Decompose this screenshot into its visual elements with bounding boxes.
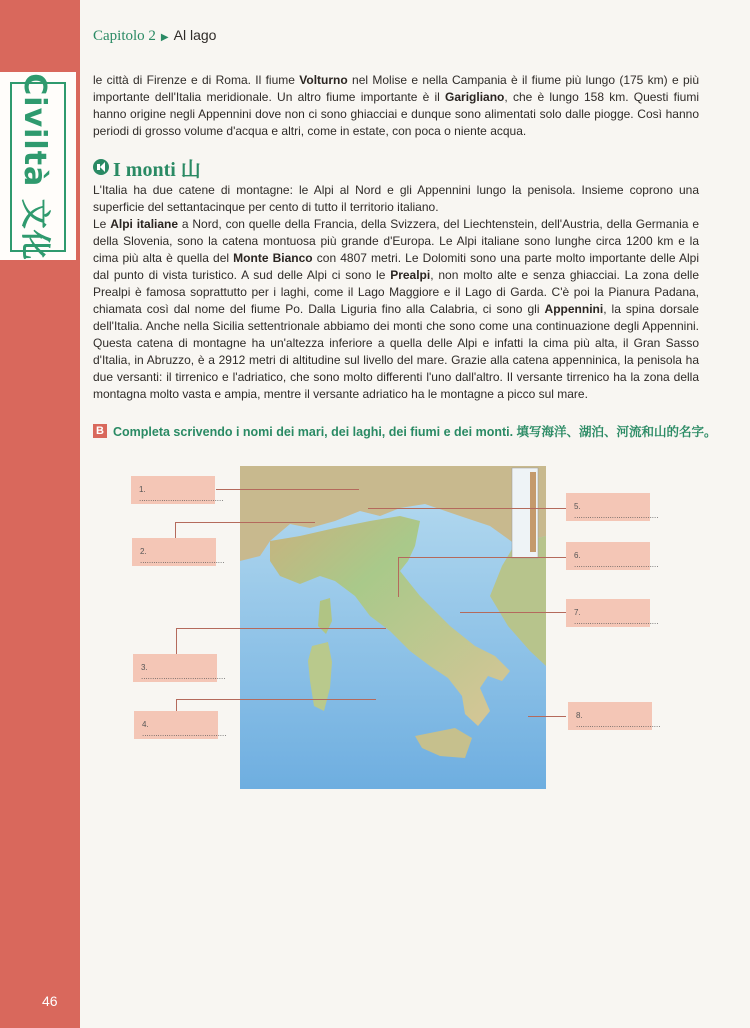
map-label-6[interactable]: 6. ......................................	[566, 542, 650, 570]
bold-term: Alpi italiane	[110, 217, 179, 231]
chapter-header	[93, 27, 216, 45]
text: , non molto alte e senza ghiacciai. La zona delle Prealpi è famosa soprattutto per i laghi, come il Lago Maggiore e il Lago di Garda. C'è poi la Pianura Padana, chiamata così dal nome del fiume Po. Dalla Liguria fino alla Calabria, ci sono gli	[93, 268, 700, 316]
chevron-right-icon: ▶	[160, 32, 169, 43]
text: le città di Firenze e di Roma. Il fiume	[93, 73, 300, 87]
exercise-instruction: Completa scrivendo i nomi dei mari, dei laghi, dei fiumi e dei monti. 填写海洋、湖泊、河流和山的名字。	[113, 425, 717, 439]
sidebar	[0, 0, 80, 1028]
bold-term: Volturno	[299, 73, 348, 87]
leader-line-4-v	[176, 699, 177, 711]
map-label-4[interactable]: 4. ......................................	[134, 711, 218, 739]
bold-term: Monte Bianco	[233, 251, 313, 265]
leader-line-3	[176, 628, 386, 629]
chapter-title: Capitolo 2	[93, 28, 156, 44]
bold-term: Garigliano	[445, 90, 505, 104]
text: , la spina dorsale dell'Italia. Anche nella Sicilia settentrionale abbiamo dei monti che sono come una continuazione degli Appennini. Questa catena di montagne ha un'altezza inferiore a quella delle Alpi e infatti la cima più alta, il Gran Sasso d'Italia, in Abruzzo, è a 2912 metri di altitudine sul livello del mare. Grazie alla catena appenninica, la penisola ha due versanti: il tirrenico e l'adriatico, che sono molto differenti l'uno dall'altro. Il versante tirrenico ha la zona della montagna molto vasta e ampia, mentre il versante adriatico ha le montagne a picco sul mare.	[93, 302, 699, 401]
text: , che è lungo 158 km. Questi fiumi hanno origine negli Appennini dove non ci sono ghiacciai e dunque sono alimentati solo dalle piogge. Così hanno periodi di grosso volume d'acqua e altri, come in estate, con poca o niente acqua.	[93, 90, 699, 138]
chapter-section: Al lago	[173, 27, 217, 43]
paragraph-intro: L'Italia ha due catene di montagne: le Alpi al Nord e gli Appennini lungo la penisola. Insieme coprono una superficie del settantacinque per cento di tutto il territorio italiano.	[93, 183, 699, 214]
section-heading	[93, 156, 201, 181]
text: nel Molise e nella Campania è il fiume più lungo (175 km) e più importante dell'Italia meridionale. Un altro fiume importante è il	[93, 73, 699, 104]
leader-line-3-v	[176, 628, 177, 654]
map-label-1[interactable]: 1. ......................................	[131, 476, 215, 504]
leader-line-7	[460, 612, 566, 613]
map-label-7[interactable]: 7. ......................................	[566, 599, 650, 627]
leader-line-8	[528, 716, 566, 717]
map-label-5[interactable]: 5. ......................................	[566, 493, 650, 521]
text: a Nord, con quelle della Francia, della Svizzera, del Liechtenstein, dell'Austria, della Germania e della Slovenia, sono la catena montuosa più grande d'Europa. Le Alpi italiane sono lunghe circa 1200 km e la cima più alta è quella del	[93, 217, 699, 265]
audio-icon[interactable]	[93, 159, 109, 175]
civilta-tab	[0, 70, 78, 262]
exercise-badge: B	[93, 424, 107, 438]
bold-term: Prealpi	[390, 268, 431, 282]
leader-line-6	[398, 557, 566, 558]
map-label-2[interactable]: 2. ......................................	[132, 538, 216, 566]
paragraph-mountains	[93, 216, 699, 403]
bold-term: Appennini	[544, 302, 604, 316]
civilta-tab-frame	[10, 73, 66, 261]
text: Le	[93, 217, 111, 231]
leader-line-2	[175, 522, 315, 523]
leader-line-4	[176, 699, 376, 700]
paragraph-rivers	[93, 72, 699, 140]
civilta-tab-label: Civiltà 文化	[17, 73, 52, 261]
leader-line-2-v	[175, 522, 176, 538]
leader-line-6-v	[398, 557, 399, 597]
exercise-heading	[93, 422, 717, 440]
map-label-8[interactable]: 8. ......................................	[568, 702, 652, 730]
page-number: 46	[42, 993, 58, 1009]
map-label-3[interactable]: 3. ......................................	[133, 654, 217, 682]
elevation-scale	[530, 472, 536, 552]
leader-line-1	[216, 489, 359, 490]
text: con 4807 metri. Le Dolomiti sono una parte molto importante delle Alpi dal punto di vista turistico. A sud delle Alpi ci sono le	[93, 251, 700, 282]
leader-line-5	[368, 508, 566, 509]
section-title: I monti 山	[113, 158, 201, 181]
